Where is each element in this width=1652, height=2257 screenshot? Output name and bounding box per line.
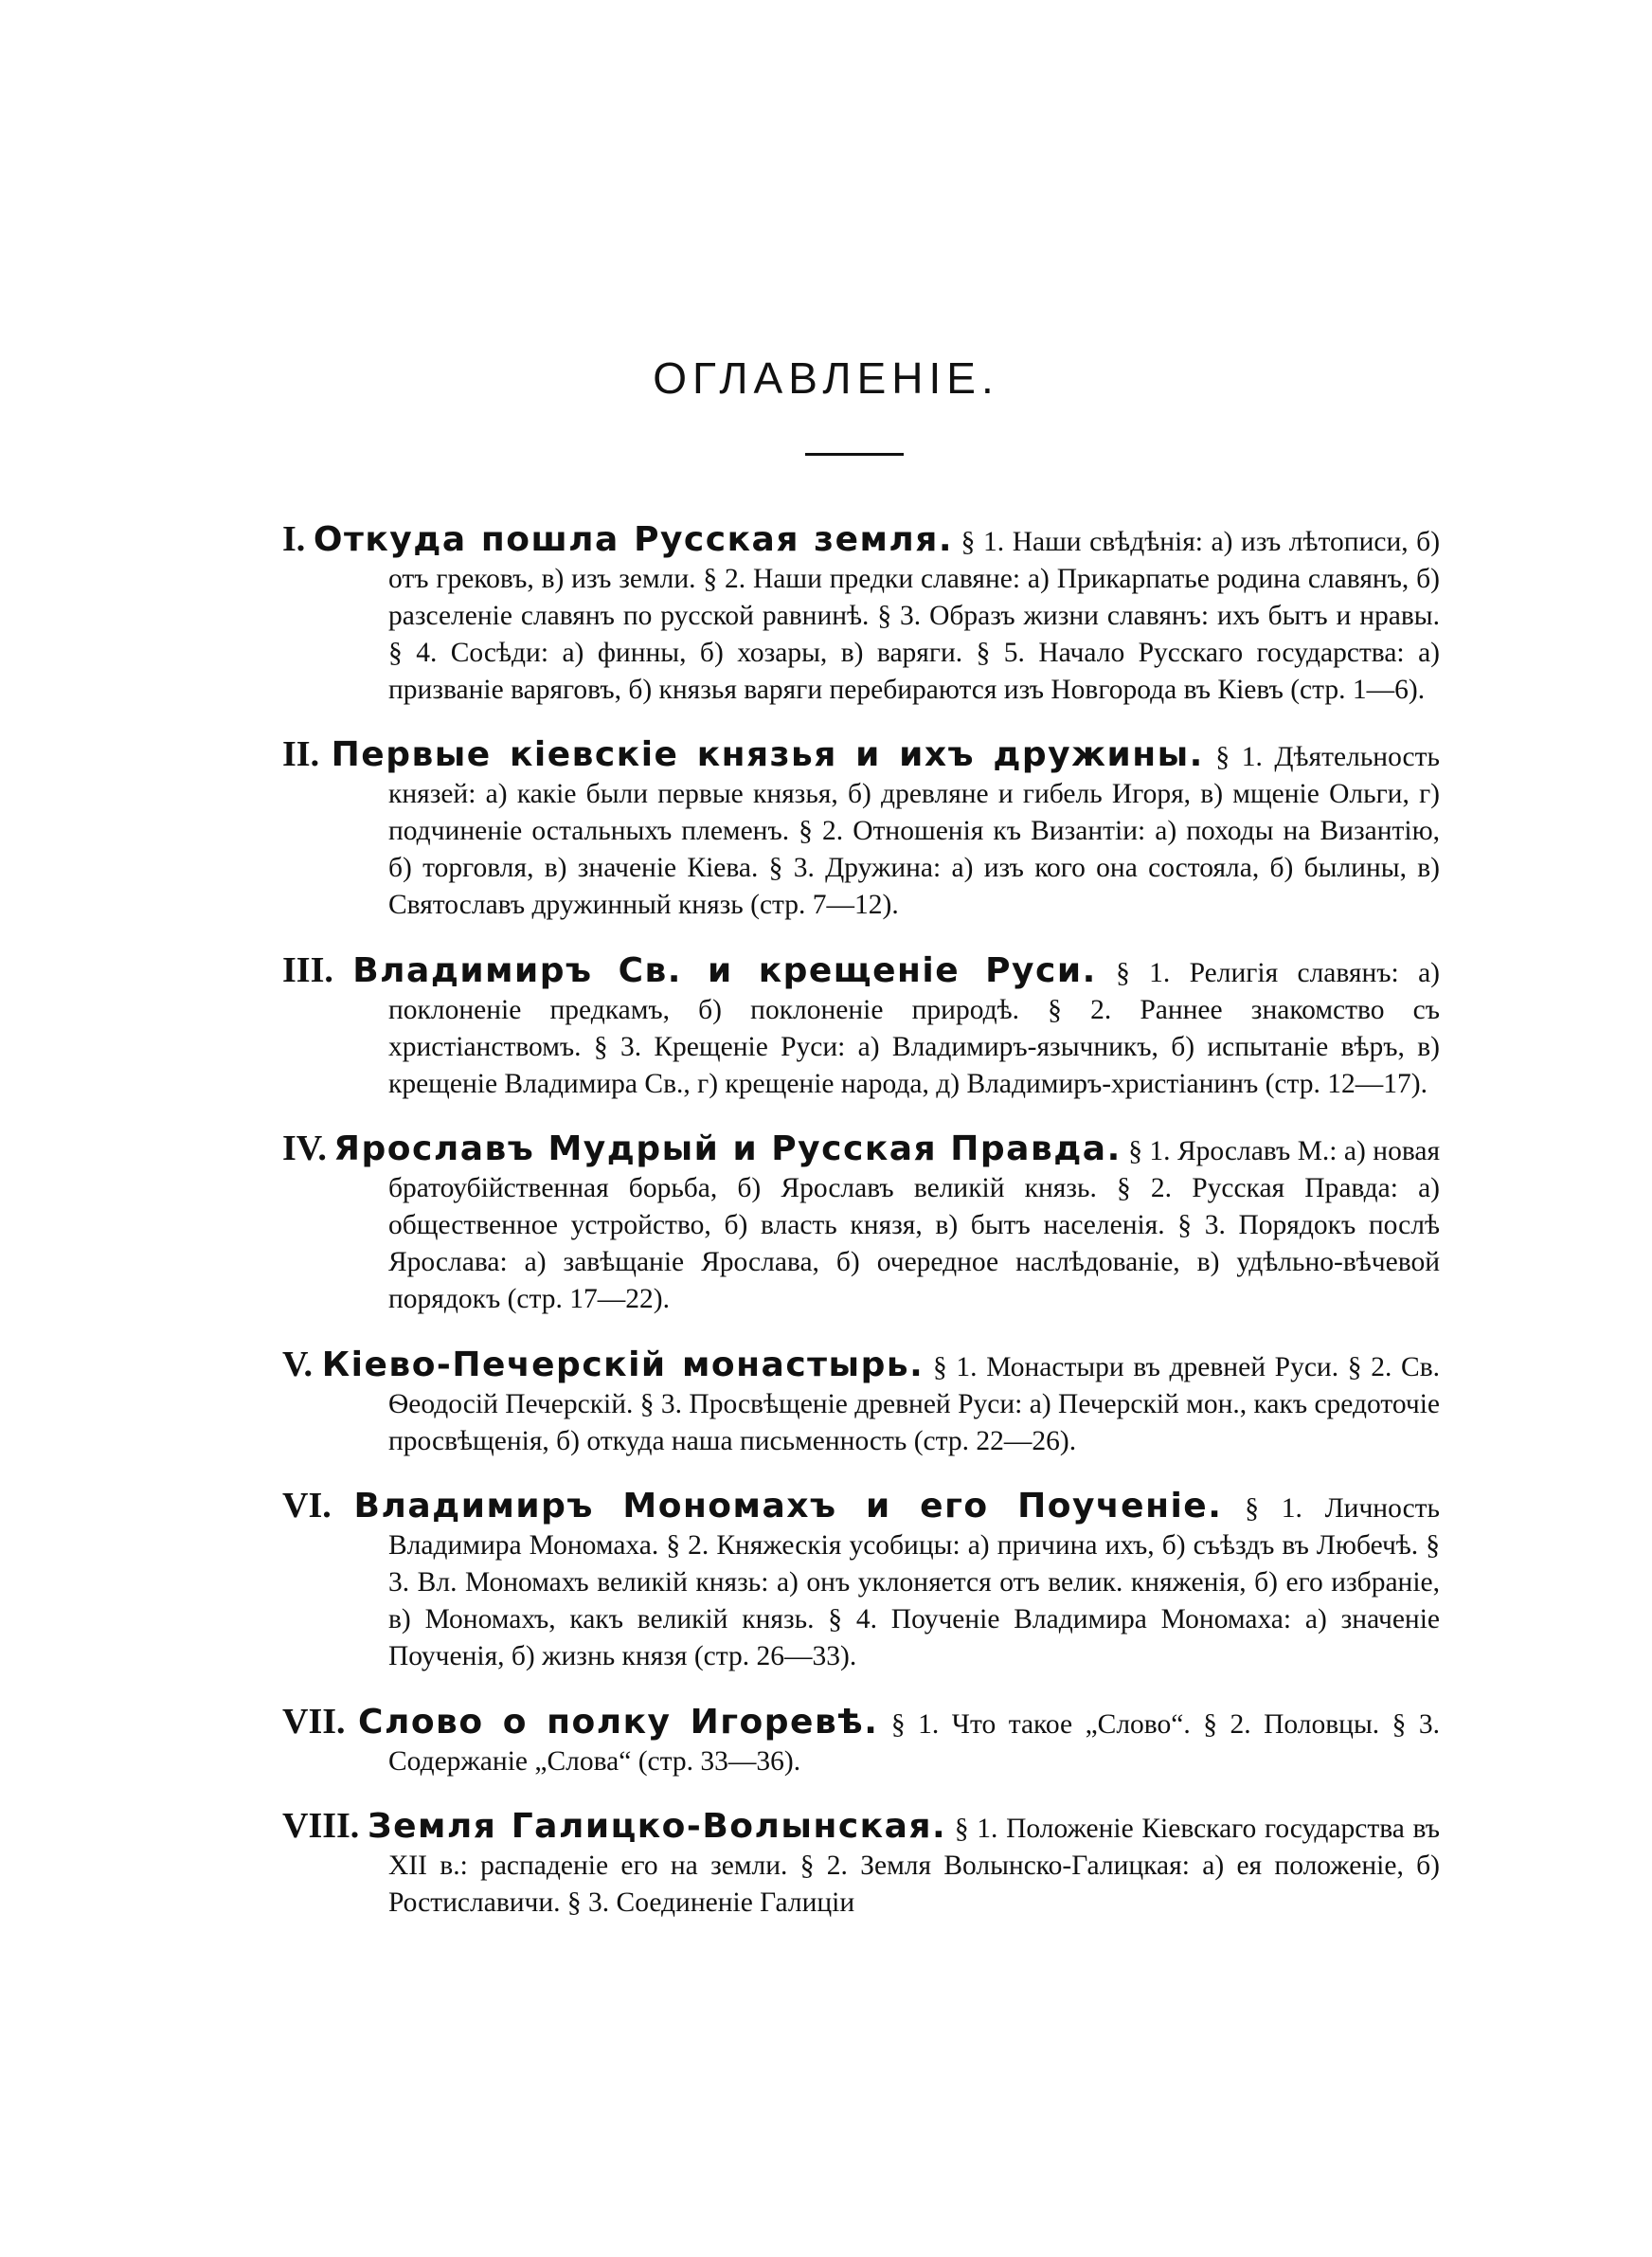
entry-heading: Земля Галицко-Волынская. — [368, 1807, 947, 1846]
toc-entry-4 — [282, 1130, 1440, 1318]
entry-text: § 1. Что такое „Слово“. § 2. Половцы. § 3. Содержаніе „Слова“ (стр. 33—36). — [388, 1708, 1441, 1777]
entry-heading: Владимиръ Мономахъ и его Поученіе. — [353, 1487, 1223, 1526]
entry-text: § 1. Религія славянъ: а) поклоненіе предкамъ, б) поклоненіе природѣ. § 2. Раннее знакомство съ христіанствомъ. § 3. Крещеніе Руси: а) Владимиръ-язычникъ, б) испытаніе вѣръ, в) крещеніе Владимира Св., г) крещеніе народа, д) Владимиръ-христіанинъ (стр. 12—17). — [388, 957, 1440, 1099]
toc-entry-5 — [282, 1346, 1440, 1460]
entry-numeral: VI. — [282, 1486, 332, 1526]
entry-heading: Кіево-Печерскій монастырь. — [321, 1345, 925, 1384]
entry-heading: Ярославъ Мудрый и Русская Правда. — [333, 1129, 1122, 1168]
title-divider — [805, 453, 904, 456]
entry-numeral: VII. — [282, 1701, 346, 1742]
entry-numeral: IV. — [282, 1128, 327, 1168]
entry-text: § 1. Личность Владимира Мономаха. § 2. Княжескія усобицы: а) причина ихъ, б) съѣздъ въ Любечѣ. § 3. Вл. Мономахъ великій князь: а) онъ уклоняется отъ велик. княженія, б) его избраніе, в) Мономахъ, какъ великій князь. § 4. Поученіе Владимира Мономаха: а) значеніе Поученія, б) жизнь князя (стр. 26—33). — [388, 1493, 1441, 1671]
toc-entry-2 — [282, 736, 1440, 924]
page-title: ОГЛАВЛЕНІЕ. — [653, 353, 999, 403]
entry-text: § 1. Положеніе Кіевскаго государства въ XII в.: распаденіе его на земли. § 2. Земля Волынско-Галицкая: а) ея положеніе, б) Ростиславичи. § 3. Соединеніе Галиціи — [388, 1814, 1441, 1918]
entry-heading: Владимиръ Св. и крещеніе Руси. — [352, 950, 1097, 990]
entry-numeral: I. — [282, 518, 306, 559]
toc-entry-3 — [282, 949, 1440, 1103]
entry-numeral: II. — [282, 734, 320, 774]
entry-text: § 1. Монастыри въ древней Руси. § 2. Св. Ѳеодосій Печерскій. § 3. Просвѣщеніе древней Руси: а) Печерскій мон., какъ средоточіе просвѣщенія, б) откуда наша письменность (стр. 22—26). — [388, 1351, 1440, 1456]
entry-text: § 1. Дѣятельность князей: а) какіе были первые князья, б) древляне и гибель Игоря, в) мщеніе Ольги, г) подчиненіе остальныхъ племенъ. § 2. Отношенія къ Византіи: а) походы на Византію, б) торговля, в) значеніе Кіева. § 3. Дружина: а) изъ кого она состояла, б) былины, в) Святославъ дружинный князь (стр. 7—12). — [388, 742, 1440, 920]
toc-entry-7 — [282, 1701, 1441, 1780]
entry-text: § 1. Ярославъ М.: а) новая братоубійственная борьба, б) Ярославъ великій князь. § 2. Русская Правда: а) общественное устройство, б) власть князя, в) бытъ населенія. § 3. Порядокъ послѣ Ярослава: а) завѣщаніе Ярослава, б) очередное наслѣдованіе, в) удѣльно-вѣчевой порядокъ (стр. 17—22). — [388, 1136, 1441, 1314]
entry-heading: Первые кіевскіе князья и ихъ дружины. — [331, 735, 1204, 774]
toc-entry-1 — [282, 518, 1441, 709]
toc-entry-8 — [282, 1808, 1440, 1922]
entry-heading: Слово о полку Игоревѣ. — [358, 1702, 879, 1742]
toc-entry-6 — [282, 1488, 1440, 1675]
entry-numeral: VIII. — [282, 1806, 360, 1846]
entry-heading: Откуда пошла Русская земля. — [313, 519, 954, 559]
table-of-contents — [282, 493, 1440, 1933]
entry-text: § 1. Наши свѣдѣнія: а) изъ лѣтописи, б) отъ грековъ, в) изъ земли. § 2. Наши предки славяне: а) Прикарпатье родина славянъ, б) разселеніе славянъ по русской равнинѣ. § 3. Образъ жизни славянъ: ихъ бытъ и нравы. § 4. Сосѣди: а) финны, б) хозары, в) варяги. § 5. Начало Русскаго государства: а) призваніе варяговъ, б) князья варяги перебираются изъ Новгорода въ Кіевъ (стр. 1—6). — [388, 526, 1441, 705]
entry-numeral: V. — [282, 1344, 314, 1384]
entry-numeral: III. — [282, 949, 333, 990]
